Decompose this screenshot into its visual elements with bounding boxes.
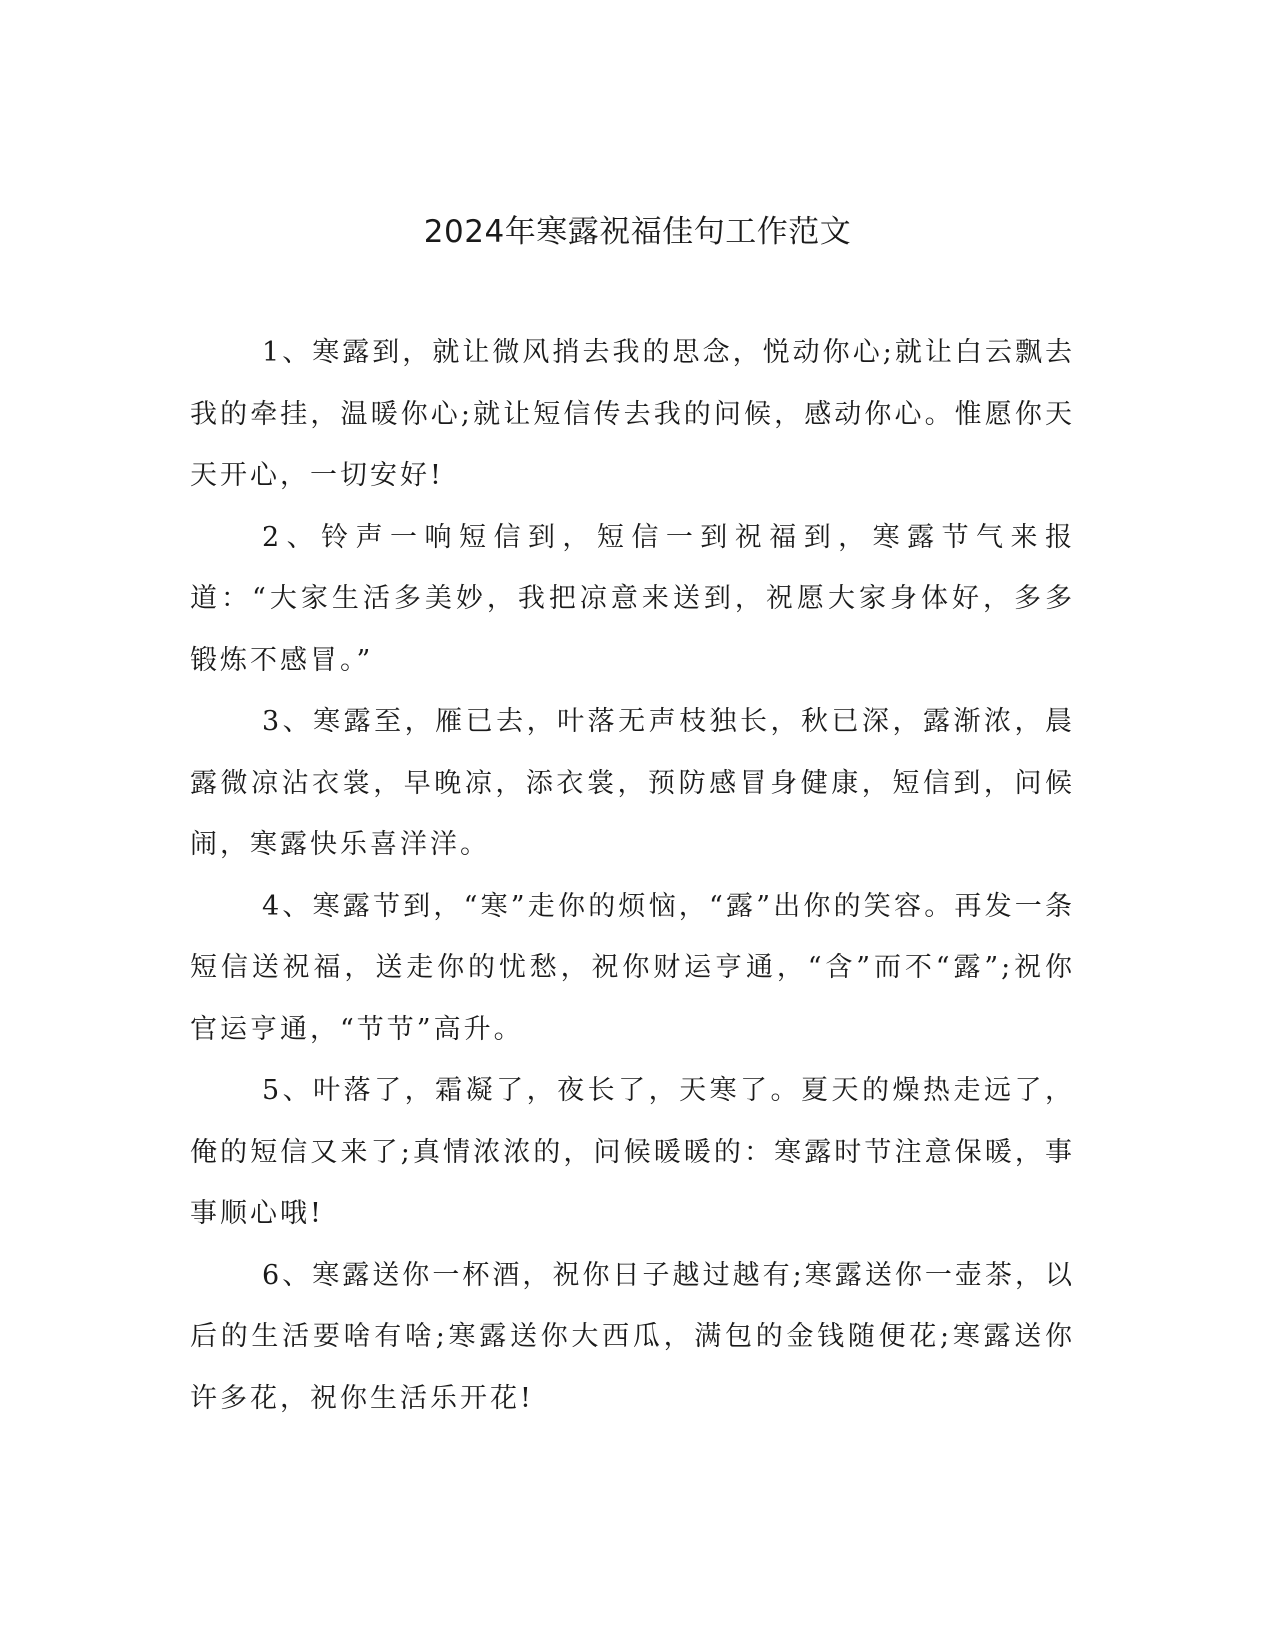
paragraph-5: 5、叶落了，霜凝了，夜长了，天寒了。夏天的燥热走远了，俺的短信又来了;真情浓浓的，问候暖暖的：寒露时节注意保暖，事事顺心哦!: [190, 1075, 1075, 1229]
paragraph-2: 2、铃声一响短信到，短信一到祝福到，寒露节气来报道：“大家生活多美妙，我把凉意来送到，祝愿大家身体好，多多锻炼不感冒。”: [190, 521, 1075, 676]
document-title: 2024年寒露祝福佳句工作范文: [423, 214, 852, 250]
paragraph-1: 1、寒露到，就让微风捎去我的思念，悦动你心;就让白云飘去我的牵挂，温暖你心;就让短信传去我的问候，感动你心。惟愿你天天开心，一切安好!: [190, 337, 1075, 491]
paragraph-4: 4、寒露节到，“寒”走你的烦恼，“露”出你的笑容。再发一条短信送祝福，送走你的忧愁，祝你财运亨通，“含”而不“露”;祝你官运亨通，“节节”高升。: [190, 890, 1075, 1045]
paragraph-3: 3、寒露至，雁已去，叶落无声枝独长，秋已深，露渐浓，晨露微凉沾衣裳，早晚凉，添衣裳，预防感冒身健康，短信到，问候闹，寒露快乐喜洋洋。: [190, 706, 1075, 860]
paragraph-6: 6、寒露送你一杯酒，祝你日子越过越有;寒露送你一壶茶，以后的生活要啥有啥;寒露送你大西瓜，满包的金钱随便花;寒露送你许多花，祝你生活乐开花!: [190, 1259, 1075, 1414]
document-body: [190, 322, 1075, 1429]
